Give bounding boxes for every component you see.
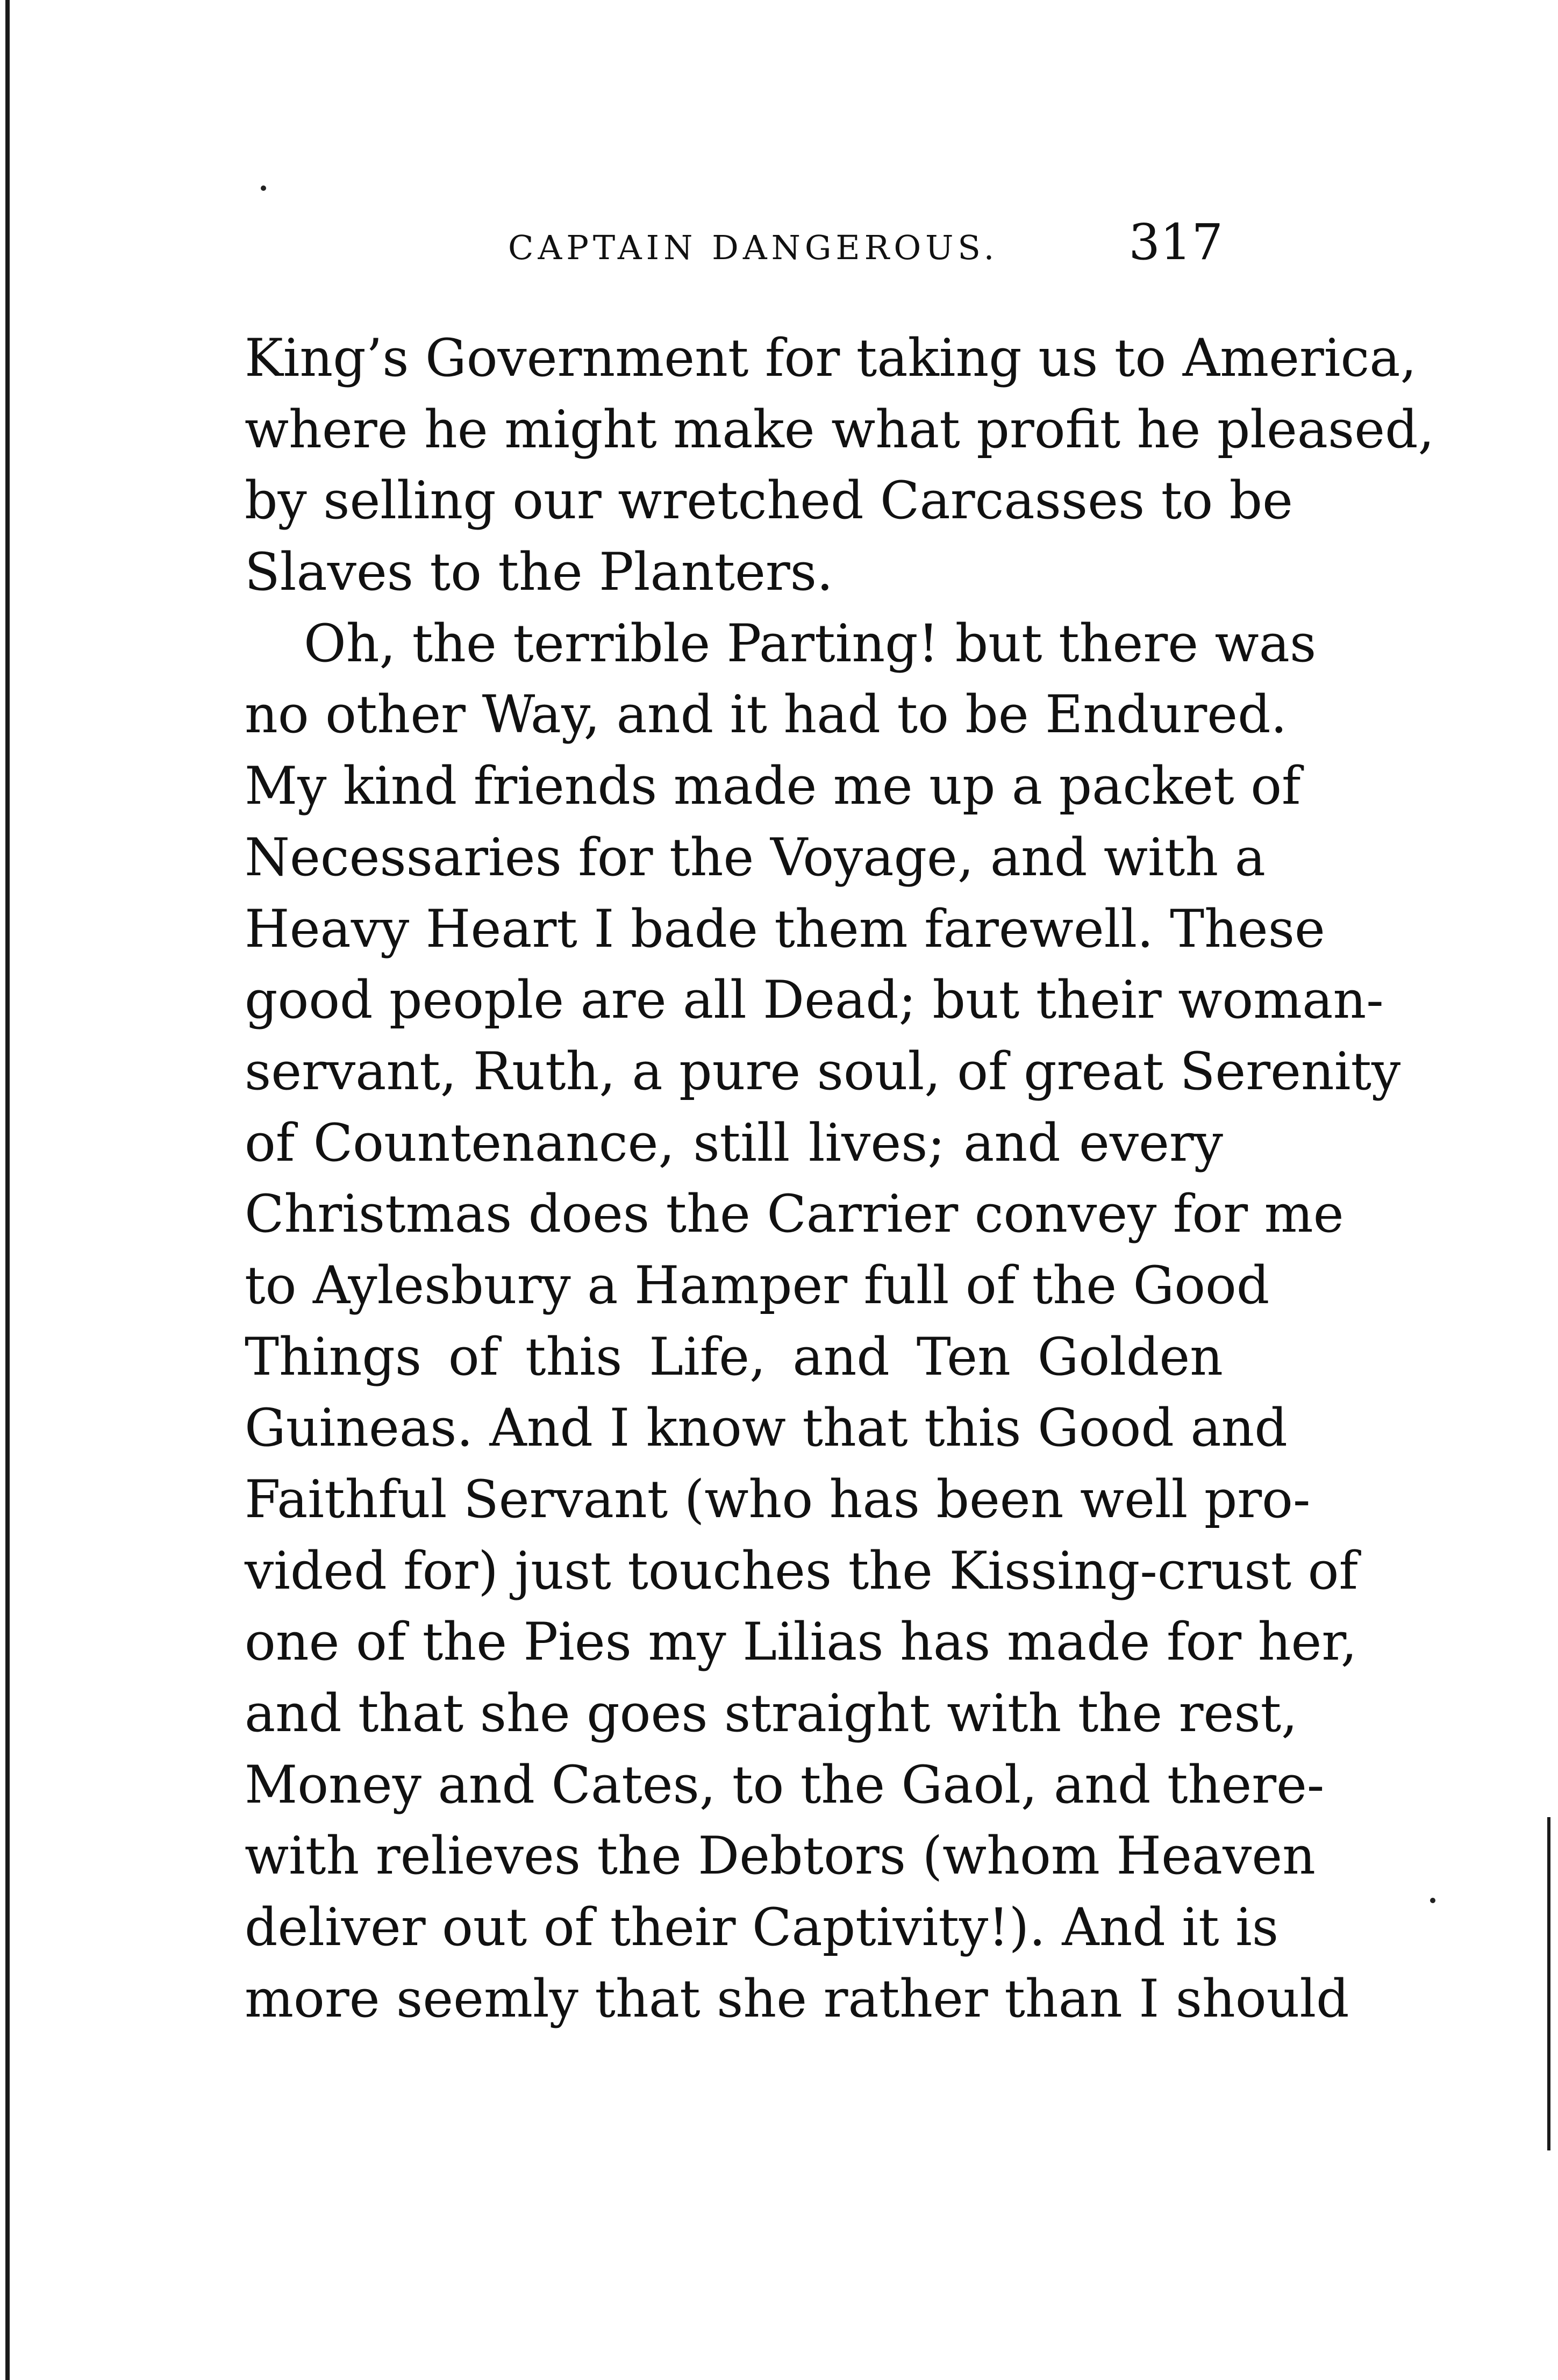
ink-speck xyxy=(261,185,266,191)
text-line: and that she goes straight with the rest, xyxy=(245,1683,1298,1744)
text-line: to Aylesbury a Hamper full of the Good xyxy=(245,1255,1270,1316)
ink-speck xyxy=(1430,1898,1435,1903)
page-edge-shadow-right xyxy=(1547,1817,1550,2150)
text-line: servant, Ruth, a pure soul, of great Serenity xyxy=(245,1041,1401,1102)
body-text xyxy=(245,323,1435,2035)
text-line: Money and Cates, to the Gaol, and there- xyxy=(245,1754,1325,1815)
page-number: 317 xyxy=(1128,213,1223,271)
text-line: one of the Pies my Lilias has made for her, xyxy=(245,1612,1357,1673)
text-line: Faithful Servant (who has been well pro- xyxy=(245,1469,1311,1530)
text-line: more seemly that she rather than I should xyxy=(245,1968,1349,2029)
text-line: good people are all Dead; but their woman- xyxy=(245,970,1384,1031)
page-header xyxy=(245,212,1223,288)
text-line: Oh, the terrible Parting! but there was xyxy=(304,613,1317,674)
text-line: where he might make what profit he pleased, xyxy=(245,399,1435,460)
text-line: Heavy Heart I bade them farewell. These xyxy=(245,898,1325,959)
running-title: CAPTAIN DANGEROUS. xyxy=(508,228,999,267)
text-line: deliver out of their Captivity!). And it is xyxy=(245,1897,1279,1958)
text-line: Christmas does the Carrier convey for me xyxy=(245,1184,1344,1245)
text-line: Guineas. And I know that this Good and xyxy=(245,1398,1288,1459)
text-line: by selling our wretched Carcasses to be xyxy=(245,470,1293,531)
text-line: with relieves the Debtors (whom Heaven xyxy=(245,1826,1316,1886)
page-edge-shadow-left xyxy=(5,0,10,2380)
text-line: My kind friends made me up a packet of xyxy=(245,756,1301,817)
text-line: King’s Government for taking us to America, xyxy=(245,328,1417,388)
text-line: Necessaries for the Voyage, and with a xyxy=(245,827,1266,888)
text-line: Slaves to the Planters. xyxy=(245,542,833,603)
text-line: Things of this Life, and Ten Golden xyxy=(245,1326,1223,1387)
text-line: no other Way, and it had to be Endured. xyxy=(245,684,1288,745)
text-line: vided for) just touches the Kissing-crust of xyxy=(245,1540,1358,1601)
text-line: of Countenance, still lives; and every xyxy=(245,1112,1223,1173)
